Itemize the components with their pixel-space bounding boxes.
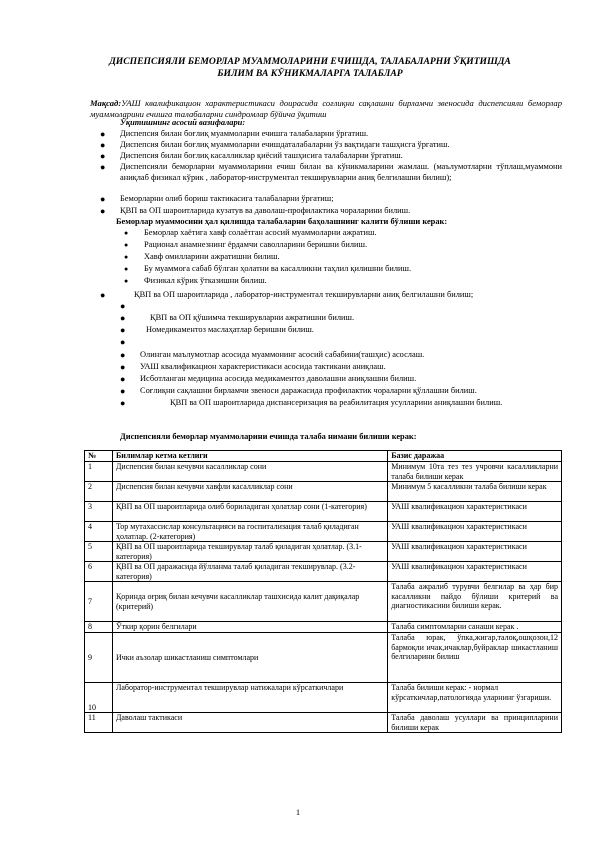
document-title	[90, 56, 530, 80]
goal-paragraph	[90, 98, 562, 119]
bullet-icon: ●	[120, 301, 126, 311]
task-item: Диспепсия билан боғлиқ муаммоларни ечишдаталабаларни ўз вақтидаги ташҳисга ўргатиш.	[120, 140, 450, 149]
bullet-icon: ●	[100, 129, 106, 139]
bullet-icon: ●	[100, 194, 106, 204]
row-basis: УАШ квалификацион характеристикаси	[388, 562, 562, 582]
bullet-icon: ●	[120, 386, 126, 396]
more-item: УАШ квалификацион характеристикаси асосида тактикани аниқлаш.	[140, 362, 386, 371]
row-knowledge: Қоринда оғриқ билан кечувчи касалликлар ташхисида калит дақиқалар (критерий)	[112, 582, 387, 622]
row-knowledge: ҚВП ва ОП даражасида йўлланма талаб қиладиган текширувлар. (3.2-категория)	[112, 562, 387, 582]
row-knowledge: Ўткир қорин белгилари	[112, 622, 387, 633]
bullet-icon: ●	[100, 290, 106, 300]
row-basis: Талаба юрак, ўпка,жигар,талоқ,ошқозон,12 бармоқли ичак,ичаклар,буйраклар шикастланиш белгиларини билиш	[388, 633, 562, 683]
table-row	[85, 633, 562, 683]
header-knowledge: Билимлар кетма кетлиги	[112, 451, 387, 462]
table-row	[85, 562, 562, 582]
more-item: Олинган маълумотлар асосида муаммонинг асосий сабабини(ташҳис) асослаш.	[140, 350, 425, 359]
goal-text: УАШ квалификацион характеристикаси доирасида соғлиқни сақлашни бирламчи звеносида диспепсияли беморлар муаммоларини ечишга талабаларни синдромлар бўйича ўқитиш	[90, 98, 562, 119]
row-basis: УАШ квалификацион характеристикаси	[388, 502, 562, 522]
row-knowledge: Диспепсия билан кечувчи касалликлар сони	[112, 462, 387, 482]
row-number: 2	[85, 482, 113, 502]
row-basis: Минимум 5 касалликни талаба билиши керак	[388, 482, 562, 502]
row-number: 4	[85, 522, 113, 542]
row-knowledge: ҚВП ва ОП шароитларида текширувлар талаб қиладиган ҳолатлар. (3.1-категория)	[112, 542, 387, 562]
row-number: 1	[85, 462, 113, 482]
more-item: Соғлиқни сақлашни бирламчи звеноси даражасида профилактик чораларни қўллашни билиш.	[140, 386, 477, 395]
row-knowledge: Ички аъзолар шикастланиш симптомлари	[112, 633, 387, 683]
table-row	[85, 522, 562, 542]
table-row	[85, 622, 562, 633]
row-knowledge: Даволаш тактикаси	[112, 713, 387, 733]
assessment-item: Физикал кўрик ўтказишни билиш.	[144, 276, 267, 285]
row-basis: Талаба ажралиб турувчи белгилар ва ҳар бир касалликни пайдо бўлиши критерий ва диагностикасини билиши керак.	[388, 582, 562, 622]
bullet-icon: ●	[120, 362, 126, 372]
header-basis: Базис даражаа	[388, 451, 562, 462]
row-basis: УАШ квалификацион характеристикаси	[388, 522, 562, 542]
task-item: Диспепсия билан боғлиқ муаммоларни ечишга талабаларни ўргатиш.	[120, 129, 369, 138]
bullet-icon: ●	[120, 325, 126, 335]
row-basis: Талаба симптомларни санаши керак .	[388, 622, 562, 633]
bullet-icon: ●	[120, 313, 126, 323]
sub-item: ҚВП ва ОП қўшимча текширувларни ажратишни билиш.	[150, 313, 355, 322]
table-row	[85, 542, 562, 562]
goal-label: Мақсад:	[90, 98, 122, 108]
assessment-heading: Беморлар муаммосини ҳал қилишда талабаларни баҳолашнинг калити бўлиши керак:	[116, 217, 448, 226]
row-knowledge: Диспепсия билан кечувчи хавфли касалликлар сони	[112, 482, 387, 502]
task-item: Диспепсияли беморларни муаммоларини ечиш билан ва кўникмаларини жамлаш. (маълумотларни тўплаш,муаммони аниқлаб физикал кўрик , лаборатор-инструментал текширувларни аниқ белгилашни билиш);	[120, 162, 562, 182]
bullet-icon: ●	[124, 253, 129, 261]
bullet-icon: ●	[100, 151, 106, 161]
row-number: 8	[85, 622, 113, 633]
row-number: 7	[85, 582, 113, 622]
bullet-icon: ●	[120, 350, 126, 360]
row-number: 11	[85, 713, 113, 733]
table-header-row	[85, 451, 562, 462]
row-number: 3	[85, 502, 113, 522]
task-item: Беморларни олиб бориш тактикасига талабаларни ўргатиш;	[120, 194, 334, 203]
tasks-heading: Ўқитишнинг асосий вазифалари:	[120, 118, 246, 127]
table-row	[85, 482, 562, 502]
table-row	[85, 462, 562, 482]
page-number: 1	[295, 807, 301, 817]
task-item: ҚВП ва ОП шароитларида кузатув ва даволаш-профилактика чораларини билиш.	[120, 206, 411, 215]
table-heading: Диспепсияли беморлар муаммоларини ечишда талаба нимани билиши керак:	[120, 432, 417, 441]
bullet-icon: ●	[124, 277, 129, 285]
header-number: №	[85, 451, 113, 462]
table-row	[85, 683, 562, 713]
title-line-2: БИЛИМ ВА КЎНИКМАЛАРГА ТАЛАБЛАР	[217, 68, 403, 79]
row-basis: Минимум 10та тез тез учровчи касалликларни талаба билиши керак	[388, 462, 562, 482]
more-item: Исботланган медицина асосида медикаментоз даволашни аниқлашни билиш.	[140, 374, 417, 383]
table-row	[85, 582, 562, 622]
bullet-icon: ●	[100, 162, 106, 172]
bullet-icon: ●	[120, 374, 126, 384]
sub-bullet-head: ҚВП ва ОП шароитларида , лаборатор-инструментал текширувларни аниқ белгилашни билиш;	[134, 290, 474, 299]
table-row	[85, 502, 562, 522]
assessment-item: Рационал анамнезнинг ёрдамчи саволларини беришни билиш.	[144, 240, 368, 249]
row-basis: Талаба билиши керак: - нормал кўрсаткичлар,патологияда уларнинг ўзгариши.	[388, 683, 562, 713]
row-knowledge: Лаборатор-инструментал текширувлар натижалари кўрсаткичлари	[112, 683, 387, 713]
row-knowledge: Тор мутахассислар консультацияси ва госпитализация талаб қиладиган ҳолатлар. (2-категория)	[112, 522, 387, 542]
assessment-item: Бу муаммога сабаб бўлган ҳолатни ва касалликни таҳлил қилишни билиш.	[144, 264, 412, 273]
bullet-icon: ●	[100, 206, 106, 216]
assessment-item: Беморлар хаётига хавф солаётган асосий муаммоларни ажратиш.	[144, 228, 377, 237]
row-number: 5	[85, 542, 113, 562]
row-basis: УАШ квалификацион характеристикаси	[388, 542, 562, 562]
bullet-icon: ●	[124, 229, 129, 237]
task-item: Диспепсия билан боғлиқ касалликлар қиёсий ташҳисига талабаларни ўргатиш.	[120, 151, 403, 160]
row-number: 6	[85, 562, 113, 582]
row-basis: Талаба даволаш усуллари ва принципларини билиши керак	[388, 713, 562, 733]
title-line-1: ДИСПЕПСИЯЛИ БЕМОРЛАР МУАММОЛАРИНИ ЕЧИШДА, ТАЛАБАЛАРНИ ЎҚИТИШДА	[109, 56, 511, 67]
sub-item: Номедикаментоз маслаҳатлар беришни билиш.	[146, 325, 314, 334]
assessment-item: Хавф омилларини ажратишни билиш.	[144, 252, 280, 261]
row-number: 9	[85, 633, 113, 683]
row-number: 10	[85, 683, 113, 713]
knowledge-table	[84, 450, 562, 733]
bullet-icon: ●	[120, 398, 126, 408]
more-item: ҚВП ва ОП шароитларида диспансеризация ва реабилитация усулларини аниқлашни билиш.	[170, 398, 503, 407]
bullet-icon: ●	[124, 265, 129, 273]
row-knowledge: ҚВП ва ОП шароитларида олиб бориладиган ҳолатлар сони (1-категория)	[112, 502, 387, 522]
bullet-icon: ●	[120, 337, 126, 347]
bullet-icon: ●	[124, 241, 129, 249]
bullet-icon: ●	[100, 140, 106, 150]
table-row	[85, 713, 562, 733]
